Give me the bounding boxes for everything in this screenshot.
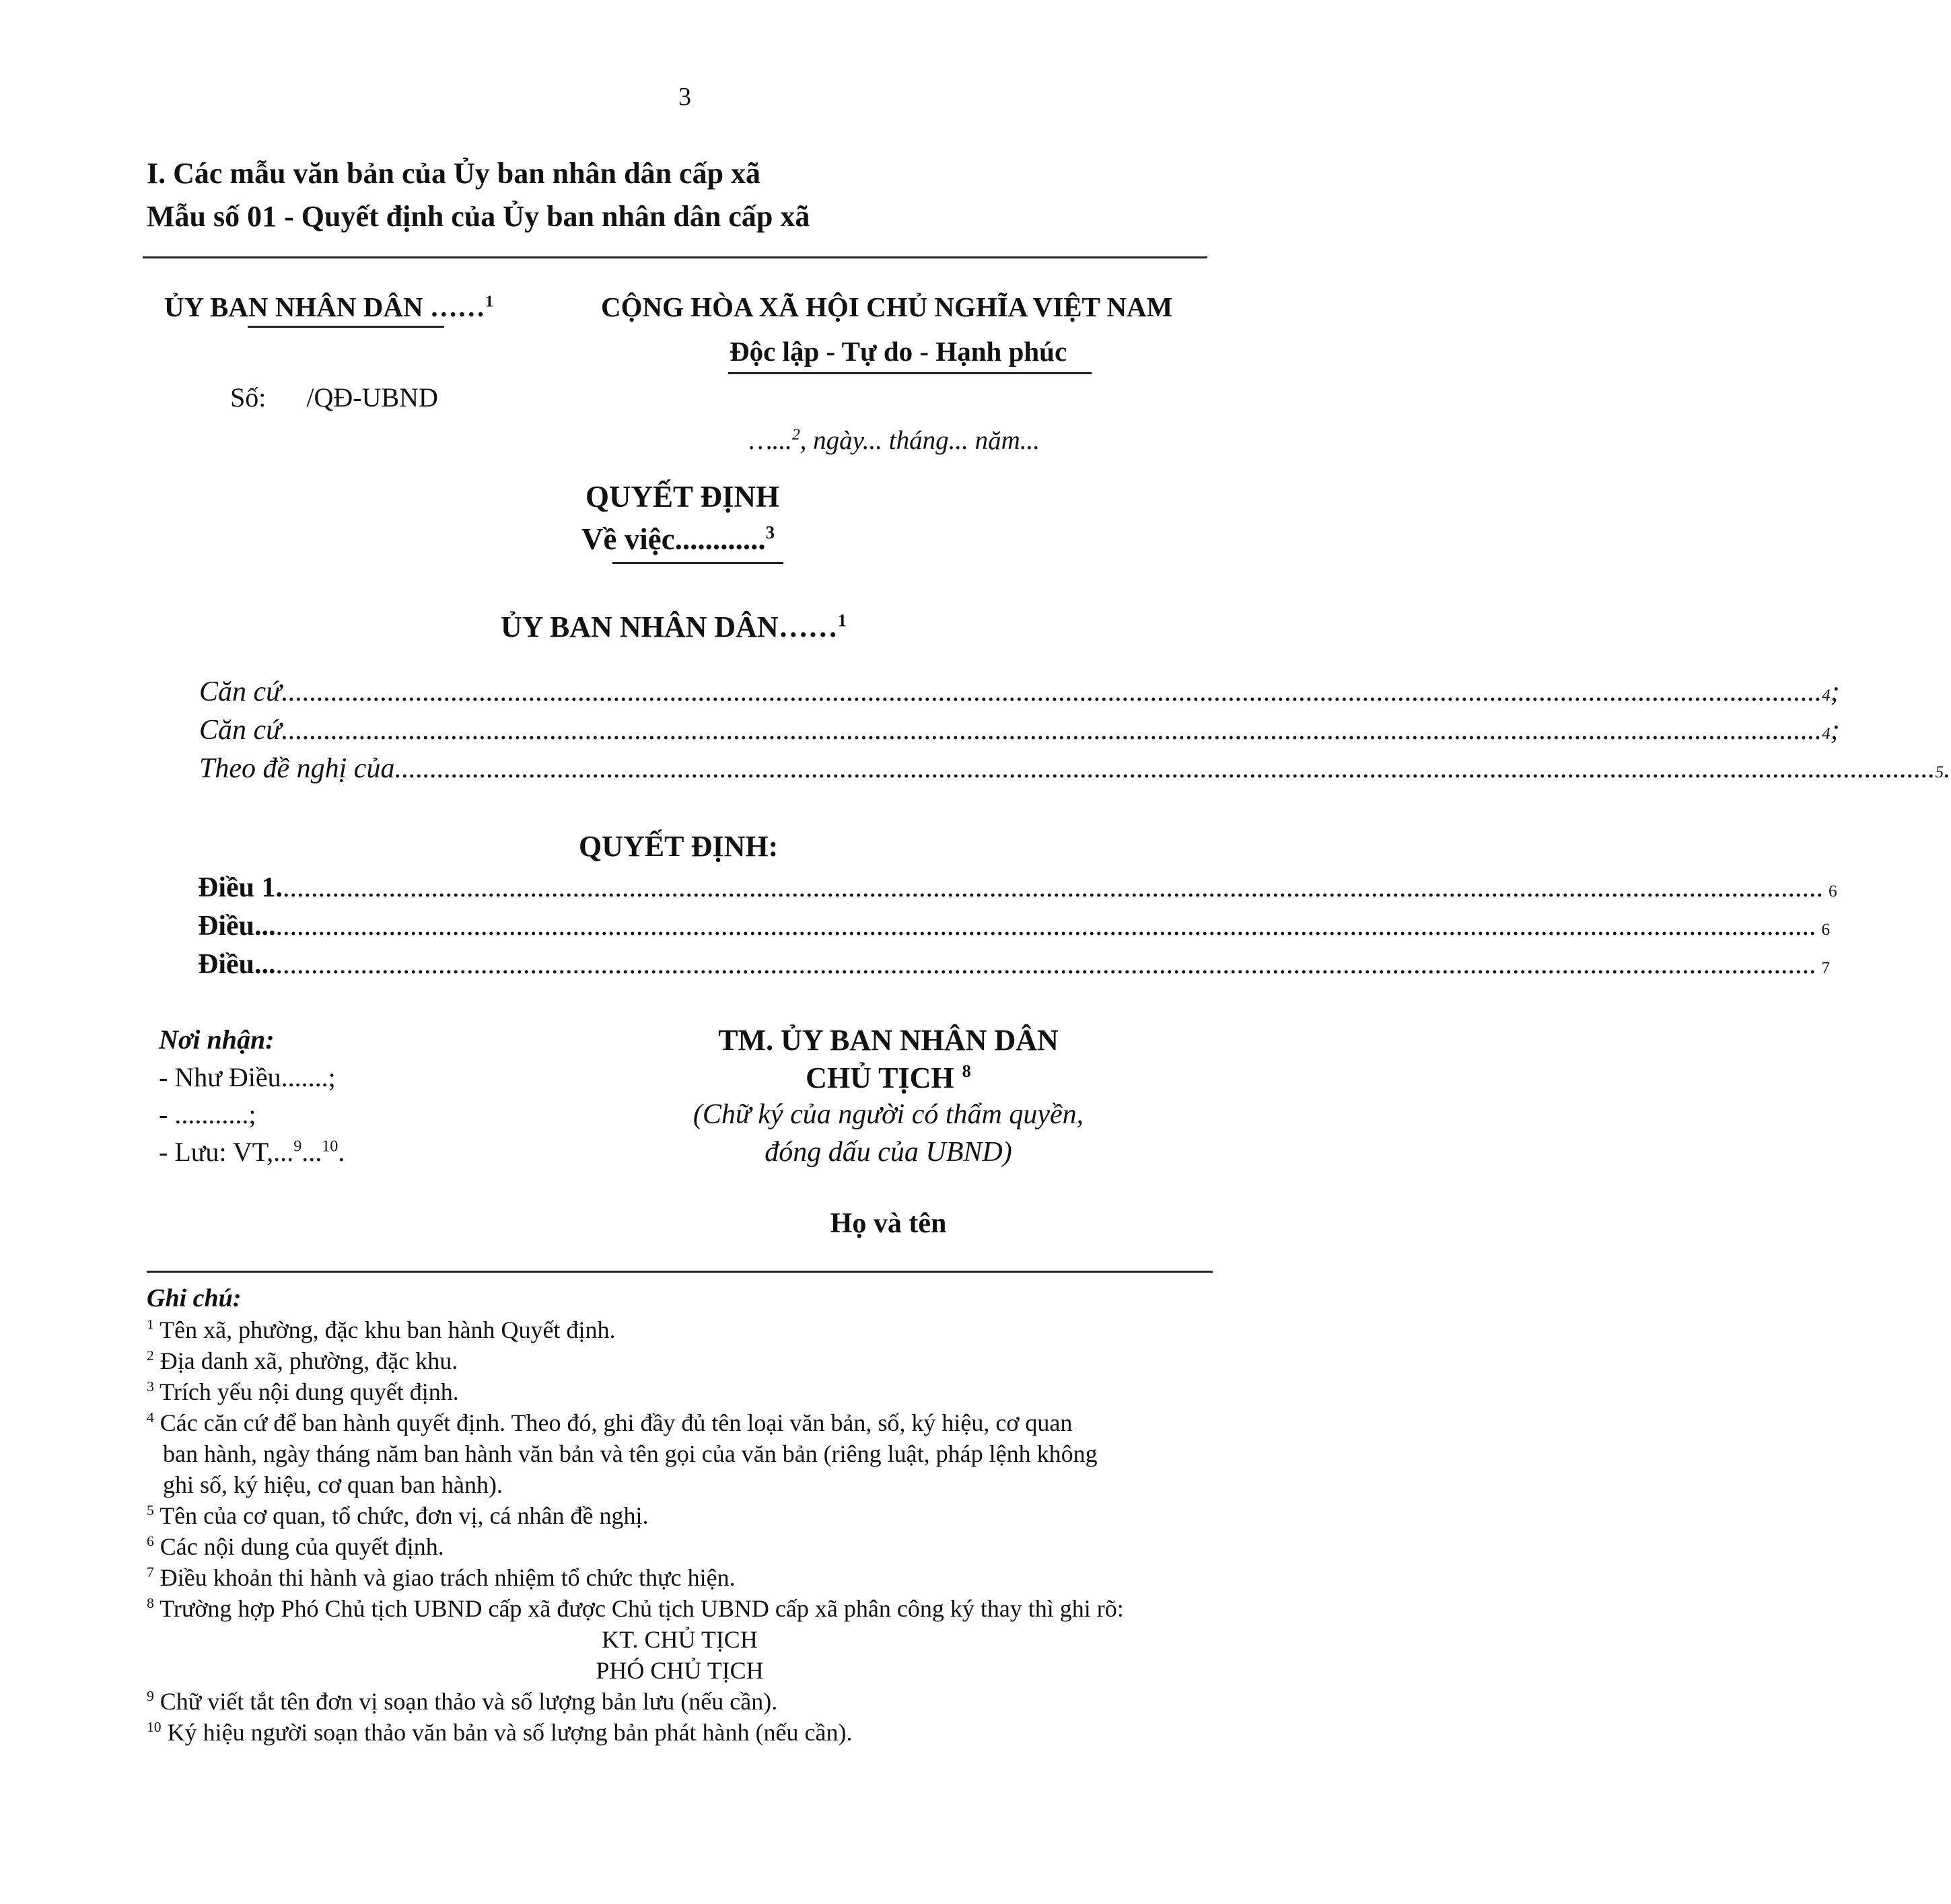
note-8-sub-2: PHÓ CHỦ TỊCH [596, 1657, 764, 1684]
motto-underline [728, 372, 1092, 374]
decide-heading: QUYẾT ĐỊNH: [579, 830, 779, 863]
document-subject: Về việc............$^3$ [581, 522, 775, 556]
note-6: $^6$ Các nội dung của quyết định. [147, 1533, 444, 1560]
recipient-item-2: - ...........; [159, 1099, 256, 1129]
article-2: Điều... .......................................................................................................................................................................................................................... 6 [198, 911, 1831, 942]
note-4-line-2: ban hành, ngày tháng năm ban hành văn bản và tên gọi của văn bản (riêng luật, pháp lệnh không [163, 1440, 1098, 1467]
footer-divider [147, 1271, 1213, 1273]
agency-underline [248, 326, 444, 328]
basis-line-1: Căn cứ .......................................................................................................................................................................................................................... 4 ; [199, 676, 1840, 707]
note-5: $^5$ Tên của cơ quan, tổ chức, đơn vị, cá nhân đề nghị. [147, 1502, 649, 1529]
nation-name: CỘNG HÒA XÃ HỘI CHỦ NGHĨA VIỆT NAM [601, 291, 1173, 322]
note-7: $^7$ Điều khoản thi hành và giao trách nhiệm tổ chức thực hiện. [147, 1564, 736, 1591]
issuer-name: ỦY BAN NHÂN DÂN……$^1$ [501, 610, 847, 643]
signature-title: CHỦ TỊCH $^8$ [806, 1061, 971, 1094]
basis-line-2: Căn cứ .......................................................................................................................................................................................................................... 4 ; [199, 715, 1840, 746]
page-number: 3 [678, 83, 691, 111]
note-8: $^8$ Trường hợp Phó Chủ tịch UBND cấp xã được Chủ tịch UBND cấp xã phân công ký thay thì ghi rõ: [147, 1595, 1124, 1622]
notes-title: Ghi chú: [147, 1284, 242, 1312]
agency-name: ỦY BAN NHÂN DÂN ……$^1$ [164, 291, 494, 322]
note-1: $^1$ Tên xã, phường, đặc khu ban hành Quyết định. [147, 1316, 616, 1343]
subject-underline [612, 562, 783, 564]
place-date: …...$^2$, ngày... tháng... năm... [749, 426, 1040, 455]
note-9: $^9$ Chữ viết tắt tên đơn vị soạn thảo và số lượng bản lưu (nếu cần). [147, 1688, 778, 1715]
article-1: Điều 1. .......................................................................................................................................................................................................................... 6 [198, 872, 1837, 903]
note-8-sub-1: KT. CHỦ TỊCH [602, 1626, 758, 1653]
signature-note-2: đóng dấu của UBND) [765, 1137, 1012, 1168]
note-4-line-3: ghi số, ký hiệu, cơ quan ban hành). [163, 1471, 503, 1498]
heading-divider [143, 256, 1207, 258]
note-4-line-1: $^4$ Các căn cứ để ban hành quyết định. Theo đó, ghi đầy đủ tên loại văn bản, số, ký hiệu, cơ quan [147, 1409, 1073, 1436]
signature-authority: TM. ỦY BAN NHÂN DÂN [718, 1024, 1059, 1057]
document-number: Số: /QĐ-UBND [230, 382, 438, 413]
recipient-item-1: - Như Điều.......; [159, 1062, 336, 1092]
article-3: Điều... .......................................................................................................................................................................................................................... 7 [198, 949, 1831, 980]
signature-note-1: (Chữ ký của người có thẩm quyền, [693, 1099, 1084, 1130]
national-motto: Độc lập - Tự do - Hạnh phúc [730, 336, 1067, 367]
note-3: $^3$ Trích yếu nội dung quyết định. [147, 1378, 459, 1405]
recipients-title: Nơi nhận: [159, 1024, 275, 1055]
form-heading: Mẫu số 01 - Quyết định của Ủy ban nhân dân cấp xã [147, 200, 810, 233]
note-2: $^2$ Địa danh xã, phường, đặc khu. [147, 1347, 458, 1374]
basis-line-3: Theo đề nghị của .......................................................................................................................................................................................................................... 5 . [199, 753, 1951, 784]
section-heading: I. Các mẫu văn bản của Ủy ban nhân dân cấp xã [147, 157, 761, 190]
recipient-item-3: - Lưu: VT,...$^9$...$^{10}$. [159, 1137, 345, 1167]
signer-name: Họ và tên [830, 1208, 947, 1239]
document-title: QUYẾT ĐỊNH [586, 480, 779, 514]
note-10: $^{10}$ Ký hiệu người soạn thảo văn bản và số lượng bản phát hành (nếu cần). [147, 1719, 853, 1746]
